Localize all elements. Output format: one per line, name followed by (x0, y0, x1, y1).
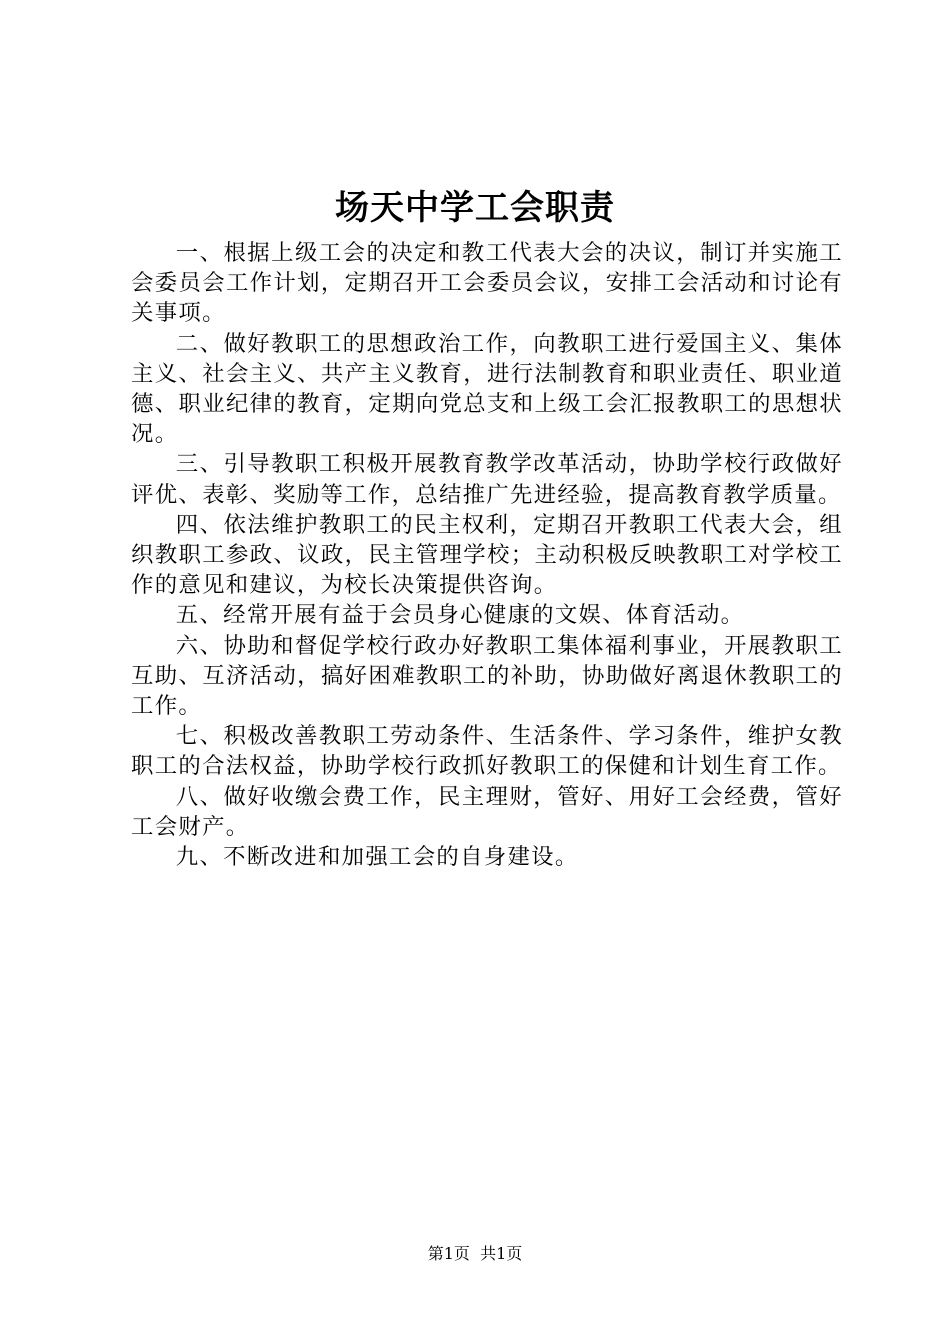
document-title: 场天中学工会职责 (335, 188, 615, 228)
paragraph-9: 九、不断改进和加强工会的自身建设。 (175, 844, 579, 871)
footer-spacer (470, 1244, 480, 1263)
paragraph-7: 七、积极改善教职工劳动条件、生活条件、学习条件，维护女教职工的合法权益，协助学校行政抓好教职工的保健和计划生育工作。 (131, 723, 843, 780)
paragraph-3: 三、引导教职工积极开展教育教学改革活动，协助学校行政做好评优、表彰、奖励等工作，总结推广先进经验，提高教育教学质量。 (131, 451, 843, 508)
page-footer (0, 1243, 950, 1265)
paragraph-1: 一、根据上级工会的决定和教工代表大会的决议，制订并实施工会委员会工作计划，定期召开工会委员会议，安排工会活动和讨论有关事项。 (131, 240, 843, 327)
document-body (131, 238, 843, 872)
paragraph-4: 四、依法维护教职工的民主权利，定期召开教职工代表大会，组织教职工参政、议政，民主管理学校；主动积极反映教职工对学校工作的意见和建议，为校长决策提供咨询。 (131, 511, 843, 599)
page-total: 共1页 (480, 1244, 523, 1263)
paragraph-5: 五、经常开展有益于会员身心健康的文娱、体育活动。 (175, 602, 745, 629)
paragraph-6: 六、协助和督促学校行政办好教职工集体福利事业，开展教职工互助、互济活动，搞好困难教职工的补助，协助做好离退休教职工的工作。 (131, 632, 843, 720)
paragraph-8: 八、做好收缴会费工作，民主理财，管好、用好工会经费，管好工会财产。 (131, 783, 843, 840)
paragraph-2: 二、做好教职工的思想政治工作，向教职工进行爱国主义、集体主义、社会主义、共产主义教育，进行法制教育和职业责任、职业道德、职业纪律的教育，定期向党总支和上级工会汇报教职工的思想状况。 (131, 330, 843, 448)
page-number: 第1页 (427, 1244, 470, 1263)
